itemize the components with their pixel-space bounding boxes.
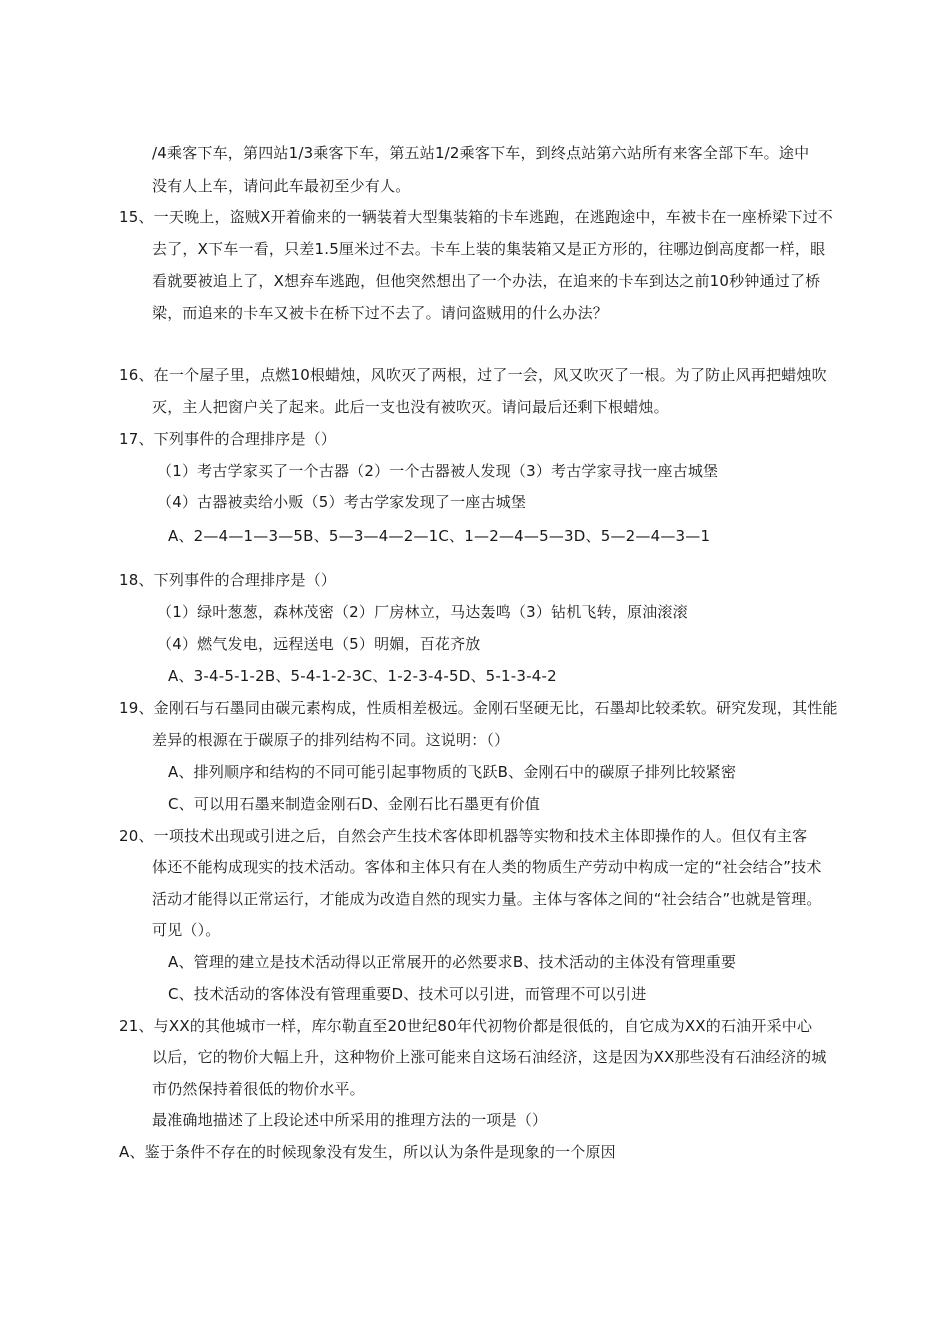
question-15-line-2: 去了，X下车一看，只差1.5厘米过不去。卡车上装的集装箱又是正方形的，往哪边倒高度都一样，眼 xyxy=(152,240,826,258)
question-18-line-3: （4）燃气发电，远程送电（5）明媚，百花齐放 xyxy=(157,635,481,653)
question-19-line-1: 19、金刚石与石墨同由碳元素构成，性质相差极远。金刚石坚硬无比，石墨却比较柔软。研究发现，其性能 xyxy=(119,699,838,717)
question-14-line-1: /4乘客下车，第四站1/3乘客下车，第五站1/2乘客下车，到终点站第六站所有来客全部下车。途中 xyxy=(152,144,810,162)
question-14-line-2: 没有人上车，请问此车最初至少有人。 xyxy=(152,177,411,195)
question-15-line-4: 梁，而追来的卡车又被卡在桥下过不去了。请问盗贼用的什么办法？ xyxy=(152,304,609,322)
question-17-line-3: （4）古器被卖给小贩（5）考古学家发现了一座古城堡 xyxy=(157,493,527,511)
question-17-line-2: （1）考古学家买了一个古器（2）一个古器被人发现（3）考古学家寻找一座古城堡 xyxy=(157,462,719,480)
question-21-option-a: A、鉴于条件不存在的时候现象没有发生，所以认为条件是现象的一个原因 xyxy=(119,1143,616,1161)
question-17-line-1: 17、下列事件的合理排序是（） xyxy=(119,430,337,448)
question-20-line-3: 活动才能得以正常运行，才能成为改造自然的现实力量。主体与客体之间的“社会结合”也就是管理。 xyxy=(152,890,822,908)
question-18-line-1: 18、下列事件的合理排序是（） xyxy=(119,571,337,589)
question-20-line-2: 体还不能构成现实的技术活动。客体和主体只有在人类的物质生产劳动中构成一定的“社会结合”技术 xyxy=(152,858,822,876)
question-20-line-4: 可见（）。 xyxy=(152,921,221,939)
question-18-options: A、3-4-5-1-2B、5-4-1-2-3C、1-2-3-4-5D、5-1-3-4-2 xyxy=(168,667,557,685)
question-18-line-2: （1）绿叶葱葱，森林茂密（2）厂房林立，马达轰鸣（3）钻机飞转，原油滚滚 xyxy=(157,603,688,621)
question-19-line-2: 差异的根源在于碳原子的排列结构不同。这说明：（） xyxy=(152,731,510,749)
question-15-line-3: 看就要被追上了，X想弃车逃跑，但他突然想出了一个办法，在追来的卡车到达之前10秒钟通过了桥 xyxy=(152,272,821,290)
question-21-line-4: 最准确地描述了上段论述中所采用的推理方法的一项是（） xyxy=(152,1111,548,1129)
question-17-options: A、2—4—1—3—5B、5—3—4—2—1C、1—2—4—5—3D、5—2—4—3—1 xyxy=(168,527,711,545)
question-21-line-1: 21、与XX的其他城市一样，库尔勒直至20世纪80年代初物价都是很低的，自它成为XX的石油开采中心 xyxy=(119,1017,813,1035)
question-21-line-3: 市仍然保持着很低的物价水平。 xyxy=(152,1080,365,1098)
question-16-line-1: 16、在一个屋子里，点燃10根蜡烛，风吹灭了两根，过了一会，风又吹灭了一根。为了防止风再把蜡烛吹 xyxy=(119,366,827,384)
question-15-line-1: 15、一天晚上，盗贼X开着偷来的一辆装着大型集装箱的卡车逃跑，在逃跑途中，车被卡在一座桥梁下过不 xyxy=(119,208,833,226)
question-16-line-2: 灭，主人把窗户关了起来。此后一支也没有被吹灭。请问最后还剩下根蜡烛。 xyxy=(152,398,669,416)
question-19-options-1: A、排列顺序和结构的不同可能引起事物质的飞跃B、金刚石中的碳原子排列比较紧密 xyxy=(168,763,737,781)
question-20-options-1: A、管理的建立是技术活动得以正常展开的必然要求B、技术活动的主体没有管理重要 xyxy=(168,953,737,971)
question-20-options-2: C、技术活动的客体没有管理重要D、技术可以引进，而管理不可以引进 xyxy=(168,985,647,1003)
question-19-options-2: C、可以用石墨来制造金刚石D、金刚石比石墨更有价值 xyxy=(168,795,541,813)
question-21-line-2: 以后，它的物价大幅上升，这种物价上涨可能来自这场石油经济，这是因为XX那些没有石油经济的城 xyxy=(152,1048,827,1066)
question-20-line-1: 20、一项技术出现或引进之后，自然会产生技术客体即机器等实物和技术主体即操作的人。但仅有主客 xyxy=(119,827,808,845)
